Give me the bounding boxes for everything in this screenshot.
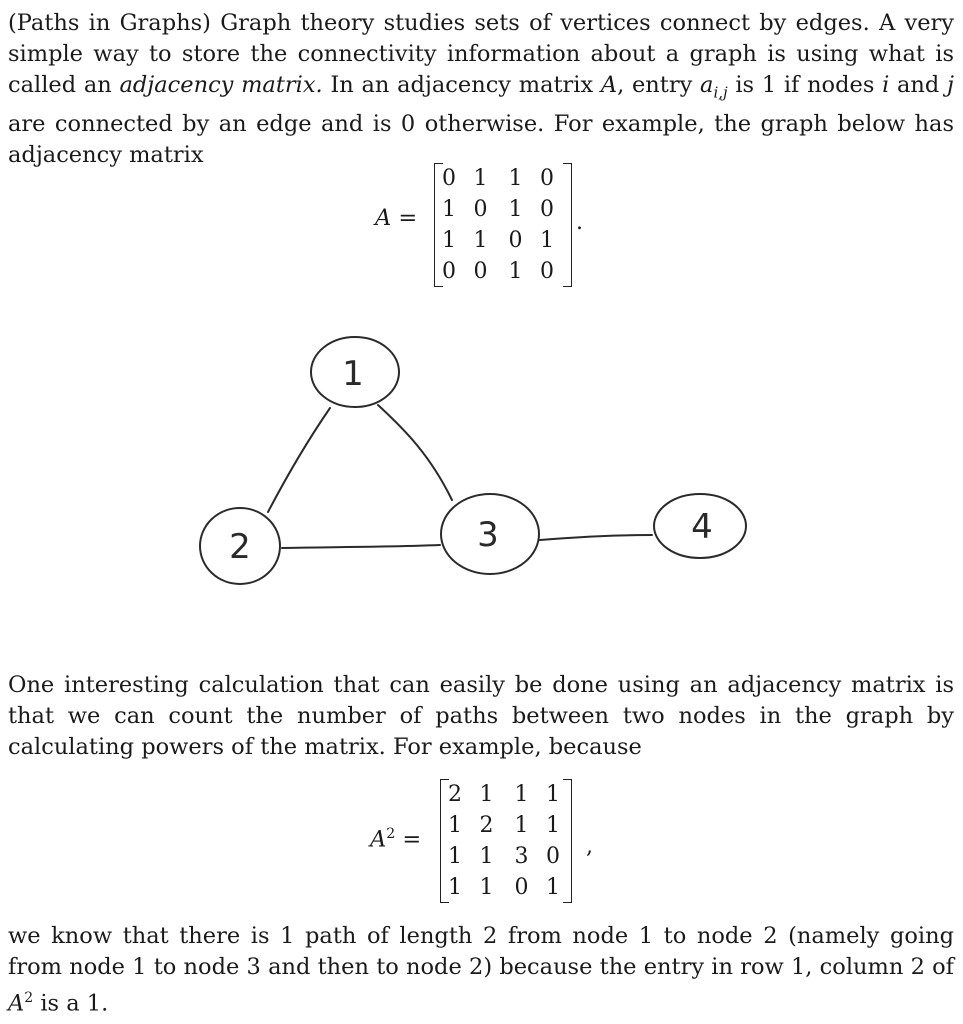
matrix-A2-comma: , bbox=[586, 834, 593, 859]
matrix-cell: 0 bbox=[540, 259, 554, 284]
intro-paragraph bbox=[8, 8, 954, 171]
matrix-cell: 1 bbox=[473, 166, 488, 191]
graph-node-label: 2 bbox=[229, 527, 251, 567]
graph-edge bbox=[282, 545, 440, 548]
matrix-cell: 1 bbox=[508, 259, 523, 284]
paragraph-3-tail: is a 1. bbox=[33, 990, 109, 1017]
matrix-row bbox=[435, 225, 571, 256]
matrix-cell: 0 bbox=[546, 844, 560, 869]
var-j: j bbox=[947, 72, 954, 98]
matrix-row bbox=[441, 872, 571, 903]
matrix-A-label: A = bbox=[375, 205, 418, 231]
matrix-cell: 0 bbox=[514, 875, 529, 900]
entry-symbol: a bbox=[700, 72, 714, 98]
matrix-cell: 1 bbox=[514, 782, 529, 807]
matrix-cell: 2 bbox=[479, 813, 494, 838]
matrix-cell: 1 bbox=[479, 782, 494, 807]
matrix-cell: 0 bbox=[442, 259, 456, 284]
matrix-A bbox=[434, 163, 572, 287]
matrix-row bbox=[441, 779, 571, 810]
var-i: i bbox=[882, 72, 890, 98]
matrix-A-period: . bbox=[576, 210, 583, 235]
matrix-cell: 1 bbox=[546, 813, 560, 838]
matrix-A2-label: $A^2$ = bbox=[370, 826, 422, 853]
var-A: A bbox=[600, 72, 618, 98]
matrix-cell: 1 bbox=[479, 844, 494, 869]
matrix-cell: 1 bbox=[514, 813, 529, 838]
matrix-row bbox=[435, 256, 571, 287]
matrix-cell: 0 bbox=[442, 166, 456, 191]
intro-mid1: In an adjacency matrix bbox=[322, 72, 601, 98]
matrix-row bbox=[441, 810, 571, 841]
matrix-cell: 1 bbox=[473, 228, 488, 253]
paragraph-3 bbox=[8, 921, 954, 1020]
matrix-cell: 1 bbox=[540, 228, 554, 253]
graph-node-label: 4 bbox=[691, 507, 713, 547]
matrix-cell: 0 bbox=[540, 197, 554, 222]
intro-mid4: and bbox=[889, 72, 948, 98]
matrix-cell: 3 bbox=[514, 844, 529, 869]
graph-edge bbox=[268, 408, 330, 512]
matrix-cell: 1 bbox=[448, 875, 462, 900]
graph-node-label: 1 bbox=[342, 354, 364, 394]
matrix-row bbox=[435, 194, 571, 225]
matrix-cell: 1 bbox=[546, 875, 560, 900]
matrix-cell: 1 bbox=[508, 166, 523, 191]
paragraph-2: One interesting calculation that can easily be done using an adjacency matrix is that we can count the number of paths between two nodes in the graph by calculating powers of the matrix. For example, because bbox=[8, 672, 954, 760]
matrix-cell: 0 bbox=[540, 166, 554, 191]
matrix-A-squared bbox=[440, 779, 572, 903]
matrix-cell: 1 bbox=[546, 782, 560, 807]
matrix-cell: 0 bbox=[473, 197, 488, 222]
matrix-cell: 1 bbox=[442, 197, 456, 222]
intro-lead: (Paths in Graphs) Graph theory studies sets of vertices connect by edges. A very simple way to store the connectivity information about a graph is using what is called an bbox=[8, 10, 954, 98]
intro-mid3: is 1 if nodes bbox=[727, 72, 883, 98]
paragraph-3-lead: we know that there is 1 path of length 2 from node 1 to node 2 (namely going from node 1 to node 3 and then to node 2) because the entry in row 1, column 2 of bbox=[8, 923, 954, 980]
matrix-cell: 1 bbox=[442, 228, 456, 253]
matrix-cell: 1 bbox=[479, 875, 494, 900]
graph-diagram bbox=[190, 330, 760, 610]
term-adjacency-matrix: adjacency matrix. bbox=[119, 72, 323, 98]
intro-mid2: , entry bbox=[617, 72, 701, 98]
matrix-cell: 2 bbox=[448, 782, 462, 807]
matrix-cell: 1 bbox=[508, 197, 523, 222]
matrix-cell: 1 bbox=[448, 813, 462, 838]
matrix-row bbox=[441, 841, 571, 872]
intro-tail: are connected by an edge and is 0 otherwise. For example, the graph below has adjacency matrix bbox=[8, 110, 954, 168]
entry-subscript: i,j bbox=[713, 83, 728, 102]
graph-edge bbox=[378, 405, 452, 500]
graph-node-label: 3 bbox=[477, 515, 499, 555]
matrix-cell: 0 bbox=[473, 259, 488, 284]
paragraph-3-var: A bbox=[8, 990, 25, 1017]
matrix-cell: 1 bbox=[448, 844, 462, 869]
matrix-row bbox=[435, 163, 571, 194]
paragraph-3-exp: 2 bbox=[24, 990, 34, 1006]
graph-edge bbox=[540, 535, 652, 540]
matrix-cell: 0 bbox=[508, 228, 523, 253]
